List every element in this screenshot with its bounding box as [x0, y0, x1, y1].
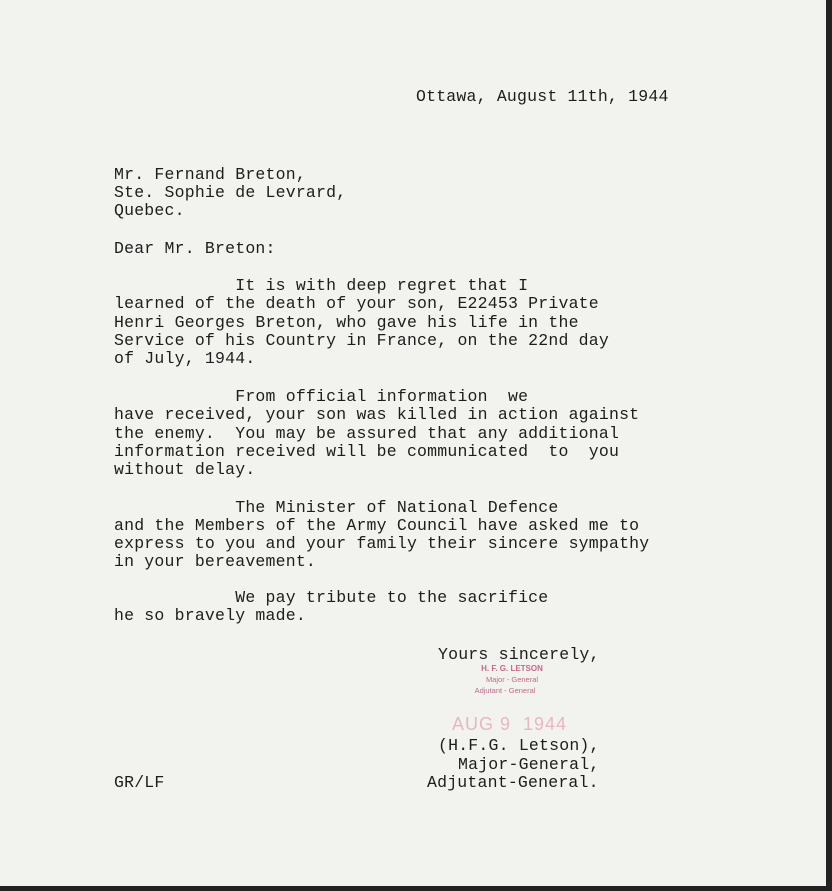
text-line: We pay tribute to the sacrifice	[114, 588, 549, 607]
text-line: learned of the death of your son, E22453 Private	[114, 294, 599, 313]
text-line: information received will be communicated to you	[114, 442, 620, 461]
text-line: without delay.	[114, 460, 256, 479]
text-line: the enemy. You may be assured that any additional	[114, 424, 620, 443]
address-line: Quebec.	[114, 201, 185, 220]
signature-title: Adjutant-General.	[427, 773, 599, 792]
text-line: It is with deep regret that I	[114, 276, 529, 295]
text-line: The Minister of National Defence	[114, 498, 559, 517]
signature-name: (H.F.G. Letson),	[438, 736, 600, 755]
text-line: From official information we	[114, 387, 529, 406]
text-line: and the Members of the Army Council have asked me to	[114, 516, 640, 535]
text-line: of July, 1944.	[114, 349, 256, 368]
date-received-stamp: AUG 9 1944	[452, 714, 568, 734]
reference-initials: GR/LF	[114, 773, 165, 792]
signature-rank: Major-General,	[458, 755, 600, 774]
dateline: Ottawa, August 11th, 1944	[416, 87, 669, 106]
stamp-line: H. F. G. LETSON	[481, 664, 543, 673]
stamp-line: Major - General	[485, 675, 539, 684]
stamp-line: Adjutant - General	[474, 686, 536, 695]
address-line: Ste. Sophie de Levrard,	[114, 183, 347, 202]
closing: Yours sincerely,	[438, 645, 600, 664]
salutation: Dear Mr. Breton:	[114, 239, 276, 258]
address-line: Mr. Fernand Breton,	[114, 165, 306, 184]
text-line: in your bereavement.	[114, 552, 317, 571]
text-line: have received, your son was killed in action against	[114, 405, 640, 424]
text-line: Service of his Country in France, on the 22nd day	[114, 331, 609, 350]
text-line: he so bravely made.	[114, 606, 306, 625]
text-line: Henri Georges Breton, who gave his life in the	[114, 313, 579, 332]
text-line: express to you and your family their sincere sympathy	[114, 534, 650, 553]
